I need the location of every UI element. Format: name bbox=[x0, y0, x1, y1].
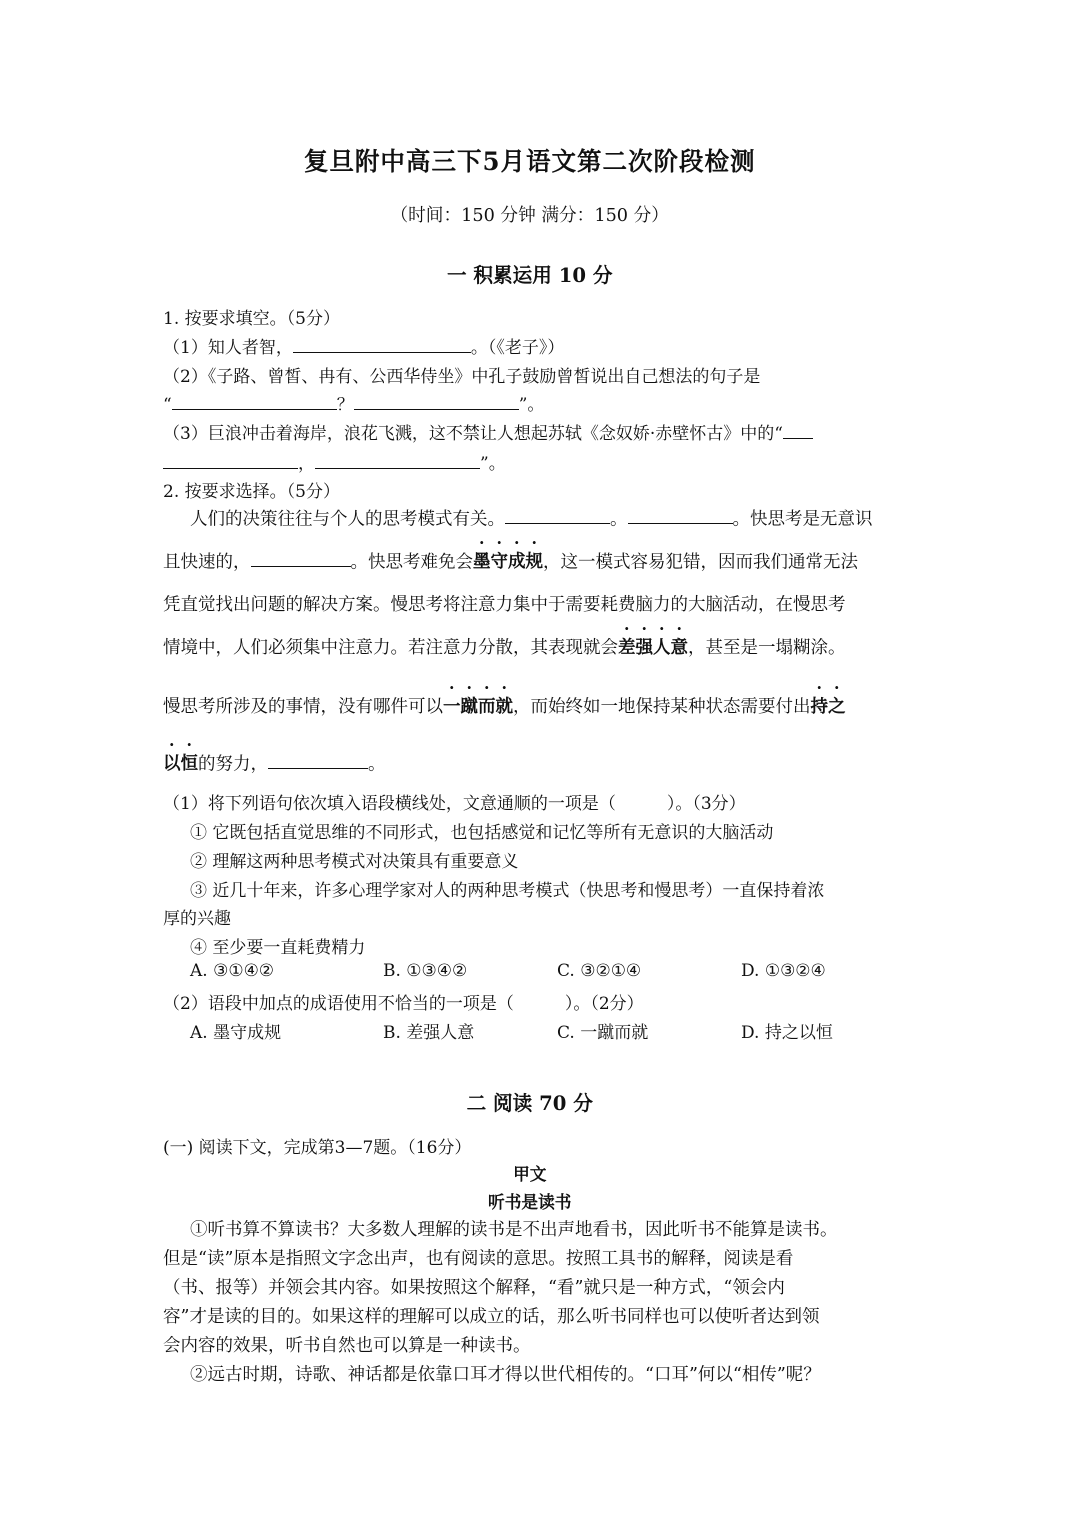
passage-line-6 bbox=[163, 750, 386, 775]
passage-text: 。快思考难免会 bbox=[350, 552, 473, 573]
statement-1: ① 它既包括直觉思维的不同形式，也包括感觉和记忆等所有无意识的大脑活动 bbox=[190, 823, 774, 843]
passage-line-3: 凭直觉找出问题的解决方案。慢思考将注意力集中于需要耗费脑力的大脑活动，在慢思考 bbox=[163, 595, 846, 615]
dotted-char: 强 bbox=[635, 638, 653, 658]
option-2d[interactable]: D. 持之以恒 bbox=[741, 1023, 833, 1043]
statement-3: ③ 近几十年来，许多心理学家对人的两种思考模式（快思考和慢思考）一直保持着浓 bbox=[190, 881, 825, 901]
option-1d[interactable]: D. ①③②④ bbox=[741, 961, 826, 981]
answer-blank[interactable] bbox=[293, 334, 471, 353]
article-line-2: 但是“读”原本是指照文字念出声，也有阅读的意思。按照工具书的解释，阅读是看 bbox=[163, 1249, 794, 1269]
dotted-char: 意 bbox=[670, 638, 688, 658]
answer-blank[interactable] bbox=[783, 420, 813, 439]
question-1-b-line2 bbox=[163, 390, 544, 415]
question-1-a bbox=[163, 333, 564, 358]
answer-blank[interactable] bbox=[628, 505, 733, 524]
answer-blank[interactable] bbox=[315, 450, 480, 469]
passage-line-1 bbox=[190, 505, 873, 530]
passage-line-2 bbox=[163, 548, 858, 573]
dotted-char: 蹴 bbox=[460, 697, 478, 717]
dotted-char: 就 bbox=[495, 697, 513, 717]
passage-text: 的努力， bbox=[198, 754, 268, 775]
passage-text: ，这一模式容易犯错，因而我们通常无法 bbox=[543, 552, 858, 573]
passage-line-5 bbox=[163, 693, 846, 718]
answer-blank[interactable] bbox=[505, 505, 610, 524]
q1a-text: （1）知人者智， bbox=[163, 338, 293, 358]
article-title: 听书是读书 bbox=[488, 1193, 572, 1213]
section-heading-1: 一 积累运用 10 分 bbox=[446, 263, 613, 287]
dotted-idiom-4a bbox=[811, 697, 846, 717]
statement-4: ④ 至少要一直耗费精力 bbox=[190, 938, 366, 958]
question-1-stem: 1. 按要求填空。（5分） bbox=[163, 309, 340, 329]
q1b-end: ”。 bbox=[518, 395, 545, 415]
passage-text: 。 bbox=[610, 509, 628, 530]
dotted-char: 之 bbox=[828, 697, 846, 717]
passage-text: 。 bbox=[368, 754, 386, 775]
dotted-char: 一 bbox=[443, 697, 461, 717]
q1c-comma: ， bbox=[298, 454, 315, 474]
sub-question-2: （2）语段中加点的成语使用不恰当的一项是（ ）。（2分） bbox=[163, 994, 644, 1014]
question-1-c-line1 bbox=[163, 419, 813, 444]
article-line-3: （书、报等）并领会其内容。如果按照这个解释，“看”就只是一种方式，“领会内 bbox=[163, 1278, 785, 1298]
dotted-char: 人 bbox=[653, 638, 671, 658]
dotted-idiom-3 bbox=[443, 697, 513, 717]
exam-meta: （时间：150 分钟 满分：150 分） bbox=[390, 205, 669, 226]
answer-blank[interactable] bbox=[354, 391, 519, 410]
statement-2: ② 理解这两种思考模式对决策具有重要意义 bbox=[190, 852, 519, 872]
dotted-idiom-4b bbox=[163, 754, 198, 774]
text-label: 甲文 bbox=[513, 1165, 547, 1185]
dotted-char: 以 bbox=[163, 754, 181, 775]
q1c-text: （3）巨浪冲击着海岸，浪花飞溅，这不禁让人想起苏轼《念奴娇·赤壁怀古》中的“ bbox=[163, 424, 783, 444]
passage-text: 人们的决策往往与个人的思考模式有关。 bbox=[190, 509, 505, 530]
option-1b[interactable]: B. ①③④② bbox=[383, 961, 468, 981]
answer-blank[interactable] bbox=[268, 750, 368, 769]
passage-text: 慢思考所涉及的事情，没有哪件可以 bbox=[163, 697, 443, 717]
answer-blank[interactable] bbox=[251, 548, 351, 567]
passage-text: 且快速的， bbox=[163, 552, 251, 573]
option-2c[interactable]: C. 一蹴而就 bbox=[557, 1023, 649, 1043]
reading-intro: (一) 阅读下文，完成第3—7题。（16分） bbox=[163, 1138, 472, 1158]
answer-blank[interactable] bbox=[163, 450, 298, 469]
option-1a[interactable]: A. ③①④② bbox=[190, 961, 275, 981]
article-line-4: 容”才是读的目的。如果这样的理解可以成立的话，那么听书同样也可以使听者达到领 bbox=[163, 1307, 820, 1327]
article-line-6: ②远古时期，诗歌、神话都是依靠口耳才得以世代相传的。“口耳”何以“相传”呢？ bbox=[190, 1365, 821, 1385]
dotted-char: 持 bbox=[810, 697, 828, 717]
passage-text: 。快思考是无意识 bbox=[732, 509, 873, 530]
dotted-char: 恒 bbox=[180, 754, 198, 775]
option-1c[interactable]: C. ③②①④ bbox=[557, 961, 642, 981]
q1b-mid: ？ bbox=[336, 395, 354, 415]
passage-text: ，而始终如一地保持某种状态需要付出 bbox=[513, 697, 811, 717]
article-line-1: ①听书算不算读书？大多数人理解的读书是不出声地看书，因此听书不能算是读书。 bbox=[190, 1220, 838, 1240]
article-line-5: 会内容的效果，听书自然也可以算是一种读书。 bbox=[163, 1336, 531, 1356]
q1c-end: ”。 bbox=[480, 454, 506, 474]
q1a-source: 。（《老子》） bbox=[470, 338, 565, 358]
answer-blank[interactable] bbox=[172, 391, 337, 410]
dotted-idiom-1 bbox=[473, 552, 543, 572]
section-heading-2: 二 阅读 70 分 bbox=[466, 1091, 593, 1115]
question-1-c-line2 bbox=[163, 449, 506, 474]
page-title: 复旦附中高三下5月语文第二次阶段检测 bbox=[303, 147, 756, 176]
dotted-char: 墨 bbox=[473, 552, 491, 573]
passage-line-4 bbox=[163, 634, 846, 659]
dotted-char: 规 bbox=[525, 552, 543, 573]
dotted-char: 差 bbox=[618, 638, 636, 658]
question-2-stem: 2. 按要求选择。（5分） bbox=[163, 482, 340, 502]
option-2b[interactable]: B. 差强人意 bbox=[383, 1023, 475, 1043]
dotted-char: 成 bbox=[508, 552, 526, 573]
dotted-char: 守 bbox=[490, 552, 508, 573]
quote-open: “ bbox=[163, 395, 172, 415]
dotted-idiom-2 bbox=[618, 638, 688, 658]
statement-3-cont: 厚的兴趣 bbox=[163, 909, 231, 929]
passage-text: ，甚至是一塌糊涂。 bbox=[688, 638, 846, 658]
option-2a[interactable]: A. 墨守成规 bbox=[190, 1023, 282, 1043]
dotted-char: 而 bbox=[478, 697, 496, 717]
question-1-b-line1: （2）《子路、曾皙、冉有、公西华侍坐》中孔子鼓励曾皙说出自己想法的句子是 bbox=[163, 367, 761, 387]
sub-question-1: （1）将下列语句依次填入语段横线处，文意通顺的一项是（ ）。（3分） bbox=[163, 794, 746, 814]
passage-text: 情境中，人们必须集中注意力。若注意力分散，其表现就会 bbox=[163, 638, 618, 658]
